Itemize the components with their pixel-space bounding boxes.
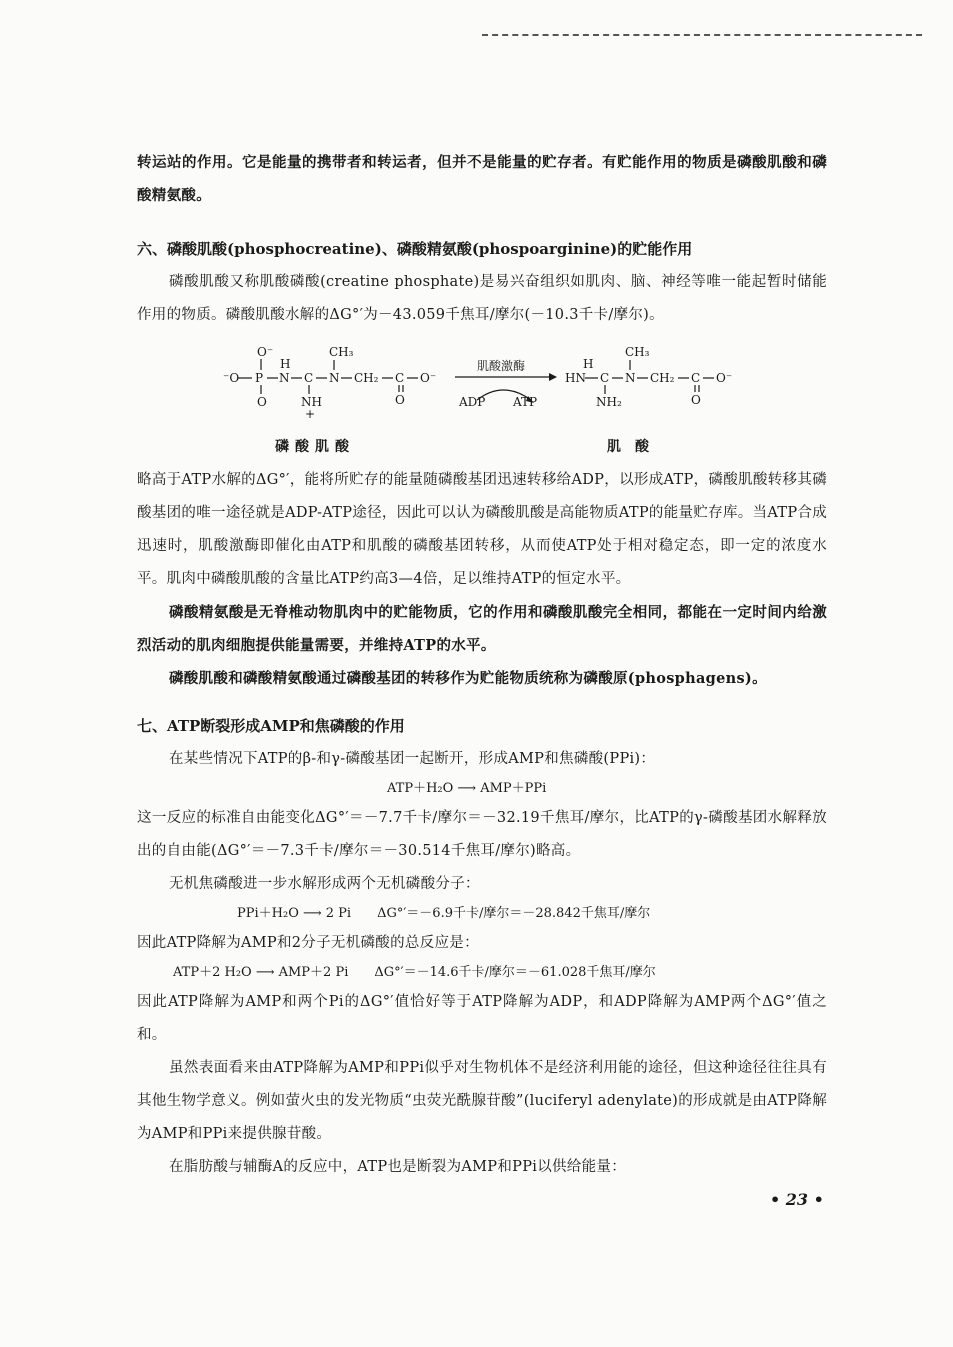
left-o-top: O⁻: [257, 345, 274, 359]
section-6-paragraph-1: 磷酸肌酸又称肌酸磷酸(creatine phosphate)是易兴奋组织如肌肉、脑、神经等唯一能起暂时储能作用的物质。磷酸肌酸水解的ΔG°′为－43.059千焦耳/摩尔(－10.3千卡/摩尔)。: [137, 274, 827, 323]
left-c1: C: [304, 371, 314, 385]
enzyme-label: 肌酸激酶: [477, 359, 526, 373]
section-7-paragraph-1: 在某些情况下ATP的β-和γ-磷酸基团一起断开，形成AMP和焦磷酸(PPi)：: [169, 751, 656, 767]
left-o-left: ⁻O: [223, 371, 240, 385]
left-o-bottom: O: [257, 395, 267, 409]
section-7-paragraph-3: 无机焦磷酸进一步水解形成两个无机磷酸分子：: [169, 876, 480, 892]
cofactor-adp: ADP: [459, 395, 486, 409]
section-6-paragraph-2: 略高于ATP水解的ΔG°′，能将所贮存的能量随磷酸基团迅速转移给ADP，以形成ATP，磷酸肌酸转移其磷酸基团的唯一途径就是ADP-ATP途径，因此可以认为磷酸肌酸是高能物质ATP的能量贮存库。当ATP合成迅速时，肌酸激酶即催化由ATP和肌酸的磷酸基团转移，从而使ATP处于相对稳定态，即一定的浓度水平。肌肉中磷酸肌酸的含量比ATP约高3—4倍，足以维持ATP的恒定水平。: [137, 472, 827, 587]
right-hn: HN: [565, 371, 586, 385]
right-ch2: CH₂: [650, 371, 675, 385]
right-n: N: [625, 371, 636, 385]
cofactor-atp: ATP: [513, 395, 538, 409]
left-ch2: CH₂: [354, 371, 379, 385]
left-nh: NH: [301, 395, 322, 409]
section-7-paragraph-7: 在脂肪酸与辅酶A的反应中，ATP也是断裂为AMP和PPi以供给能量：: [169, 1159, 626, 1175]
page-body: [137, 0, 827, 1184]
equation-2: PPi＋H₂O ⟶ 2 Pi ΔG°′＝－6.9千卡/摩尔＝－28.842千焦耳/摩尔: [237, 906, 651, 921]
left-o-end: O⁻: [420, 371, 437, 385]
right-o-end: O⁻: [716, 371, 733, 385]
left-n1: N: [279, 371, 290, 385]
page-number: • 23 •: [770, 1190, 824, 1209]
section-6-paragraph-4: 磷酸肌酸和磷酸精氨酸通过磷酸基团的转移作为贮能物质统称为磷酸原(phosphagens)。: [169, 670, 767, 687]
right-o-carbonyl: O: [691, 393, 701, 407]
section-7-heading: 七、ATP断裂形成AMP和焦磷酸的作用: [137, 717, 405, 735]
section-6-heading: 六、磷酸肌酸(phosphocreatine)、磷酸精氨酸(phospoarginine)的贮能作用: [137, 240, 693, 258]
left-o-carbonyl: O: [395, 393, 405, 407]
right-compound-label: 肌酸: [607, 439, 663, 455]
left-plus: +: [305, 407, 316, 421]
left-c2: C: [395, 371, 405, 385]
left-ch3: CH₃: [329, 345, 354, 359]
section-7-paragraph-2: 这一反应的标准自由能变化ΔG°′＝－7.7千卡/摩尔＝－32.19千焦耳/摩尔，比ATP的γ-磷酸基团水解释放出的自由能(ΔG°′＝－7.3千卡/摩尔＝－30.514千焦耳/摩尔)略高。: [137, 810, 827, 859]
right-c1: C: [600, 371, 610, 385]
left-p: P: [255, 371, 264, 385]
creatine-kinase-reaction-figure: [137, 336, 827, 458]
left-n2: N: [329, 371, 340, 385]
left-h1: H: [280, 357, 291, 371]
section-7-paragraph-6: 虽然表面看来由ATP降解为AMP和PPi似乎对生物机体不是经济利用能的途径，但这种途径往往具有其他生物学意义。例如萤火虫的发光物质“虫荧光酰腺苷酸”(luciferyl adenylate)的形成就是由ATP降解为AMP和PPi来提供腺苷酸。: [137, 1060, 827, 1142]
reaction-structure-diagram: [137, 336, 827, 458]
right-h: H: [583, 357, 594, 371]
left-compound-label: 磷酸肌酸: [275, 439, 355, 455]
right-c2: C: [691, 371, 701, 385]
equation-3: ATP＋2 H₂O ⟶ AMP＋2 Pi ΔG°′＝－14.6千卡/摩尔＝－61.028千焦耳/摩尔: [173, 965, 656, 980]
section-7-paragraph-5: 因此ATP降解为AMP和两个Pi的ΔG°′值恰好等于ATP降解为ADP，和ADP降解为AMP两个ΔG°′值之和。: [137, 994, 827, 1043]
equation-1: ATP＋H₂O ⟶ AMP＋PPi: [387, 781, 547, 796]
section-6-paragraph-3: 磷酸精氨酸是无脊椎动物肌肉中的贮能物质，它的作用和磷酸肌酸完全相同，都能在一定时间内给激烈活动的肌肉细胞提供能量需要，并维持ATP的水平。: [137, 604, 827, 654]
intro-paragraph: 转运站的作用。它是能量的携带者和转运者，但并不是能量的贮存者。有贮能作用的物质是磷酸肌酸和磷酸精氨酸。: [137, 154, 827, 204]
section-7-paragraph-4: 因此ATP降解为AMP和2分子无机磷酸的总反应是：: [137, 935, 479, 951]
right-nh2: NH₂: [596, 395, 622, 409]
right-ch3: CH₃: [625, 345, 650, 359]
